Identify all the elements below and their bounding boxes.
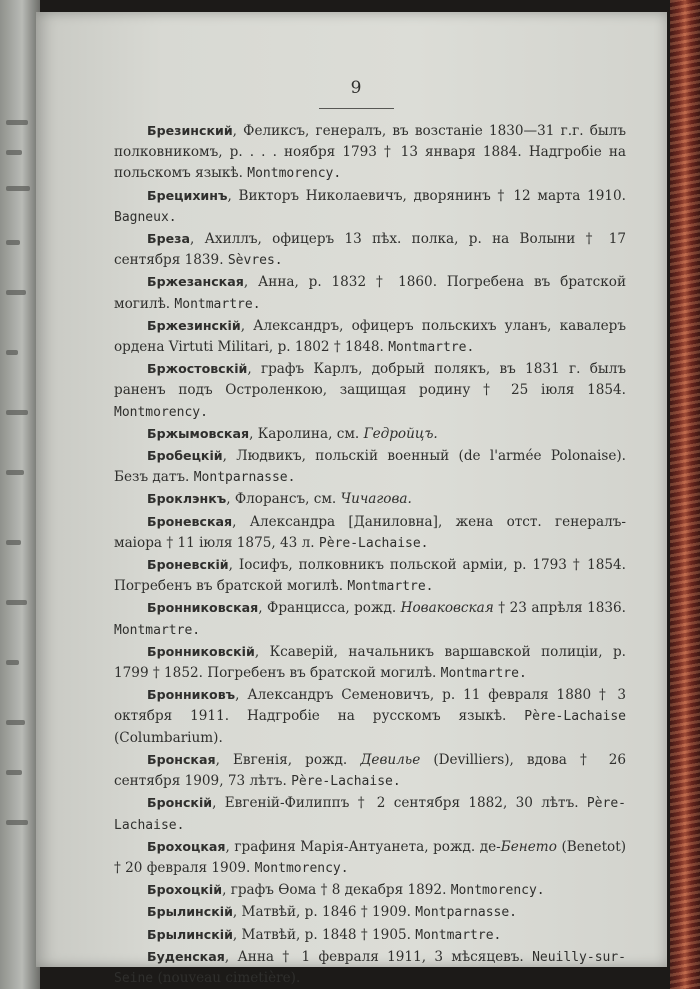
entry — [114, 315, 626, 358]
entry-cemetery: Montmartre. — [415, 927, 502, 943]
entry-text: , Александръ, офицеръ польскихъ уланъ, кавалеръ ордена Virtuti Militari, р. 1802 † 1848. — [114, 317, 626, 356]
entry-text: , Людвикъ, польскій военный (de l'armée Polonaise). Безъ датъ. — [114, 448, 626, 486]
entry — [114, 879, 626, 901]
entry-text-continued: (Devilliers), вдова † 26 сентября 1909, 73 лѣтъ. — [114, 751, 626, 790]
entry-cemetery: Montmorency. — [254, 860, 349, 876]
entry — [114, 597, 626, 640]
entry-cemetery: Bagneux. — [114, 209, 177, 225]
entry-text: , Александръ Семеновичъ, р. 11 февраля 1880 † 3 октября 1911. Надгробіе на русскомъ языкѣ. — [114, 687, 626, 725]
entry-text: , Александра [Даниловна], жена отст. генералъ-маіора † 11 іюля 1875, 43 л. — [114, 513, 626, 551]
entry-surname: Бржезанская — [147, 274, 244, 290]
entry-text: , Анна, р. 1832 † 1860. Погребена въ братской могилѣ. — [114, 274, 626, 312]
book-page — [36, 12, 667, 986]
entry — [114, 554, 626, 597]
entry-cemetery: Sèvres. — [227, 253, 283, 269]
entry-surname: Бронская — [147, 751, 216, 767]
entry — [114, 271, 626, 314]
entry — [114, 641, 626, 684]
entry-cemetery: Montmorency. — [247, 166, 342, 182]
entry-cemetery: Montmartre. — [440, 666, 527, 682]
entry-text-continued: (Columbarium). — [114, 729, 223, 746]
page-number: 9 — [350, 78, 362, 98]
entry-surname: Бронниковская — [147, 600, 259, 616]
entry — [114, 684, 626, 749]
entry-maiden-name: Новаковская — [400, 600, 494, 617]
entry-text: , Ксаверій, начальникъ варшавской полиціи, р. 1799 † 1852. Погребенъ въ братской могилѣ. — [114, 643, 626, 682]
entry-text: , графъ Ѳома † 8 декабря 1892. — [222, 882, 451, 899]
entry-cross-reference: Гедройцъ. — [363, 425, 438, 442]
entry-text: , Іосифъ, полковникъ польской арміи, р. 1793 † 1854. Погребенъ въ братской могилѣ. — [114, 557, 626, 595]
entry — [114, 792, 626, 835]
entry-cemetery: Père-Lachaise. — [114, 796, 626, 833]
entry — [114, 901, 626, 923]
entry-text: , Евгенія, рожд. — [215, 751, 361, 768]
entry-text: , Каролина, см. — [249, 425, 364, 442]
entry-text: , Флорансъ, см. — [226, 491, 341, 508]
entry-surname: Бробецкій — [147, 448, 223, 464]
entry-surname: Броневская — [147, 513, 233, 529]
entry-surname: Бронскій — [147, 795, 213, 811]
entry-cemetery: Père-Lachaise — [524, 709, 626, 725]
entry-list — [114, 120, 626, 989]
entry — [114, 511, 626, 554]
entry — [114, 228, 626, 271]
entry-text-continued: † 23 апрѣля 1836. — [493, 600, 626, 617]
entry-surname: Брецихинъ — [147, 187, 228, 203]
facing-page-edge — [0, 0, 40, 989]
entry-text: , Евгеній-Филиппъ † 2 сентября 1882, 30 лѣтъ. — [212, 795, 587, 812]
entry — [114, 749, 626, 792]
entry-cemetery: Montmartre. — [114, 622, 201, 638]
entry-surname: Брезинский — [147, 123, 233, 138]
entry-surname: Брылинскій — [147, 904, 233, 920]
entry-text: , графиня Марія-Антуанета, рожд. де- — [225, 838, 501, 855]
entry-text: , Анна † 1 февраля 1911, 3 мѣсяцевъ. — [224, 948, 533, 965]
entry — [114, 185, 626, 228]
entry — [114, 423, 626, 445]
entry-maiden-name: Бенето — [500, 838, 557, 855]
entry-cemetery: Père-Lachaise. — [318, 535, 429, 551]
entry-surname: Броневскій — [147, 557, 229, 573]
entry-surname: Бржезинскій — [147, 317, 241, 333]
entry-surname: Бржостовскій — [147, 361, 248, 377]
entry-cemetery: Montparnasse. — [415, 905, 518, 921]
entry-surname: Броклэнкъ — [147, 491, 227, 507]
entry-text: , Викторъ Николаевичъ, дворянинъ † 12 марта 1910. — [227, 187, 626, 204]
entry-cemetery: Père-Lachaise. — [291, 774, 401, 790]
entry-text: , Матвѣй, р. 1848 † 1905. — [232, 926, 416, 943]
entry — [114, 836, 626, 879]
entry — [114, 358, 626, 423]
entry-surname: Бронниковскій — [147, 643, 255, 659]
entry-text: , Матвѣй, р. 1846 † 1909. — [232, 904, 416, 921]
entry-text-continued: (nouveau cimetière). — [153, 969, 301, 986]
entry-cross-reference: Чичагова. — [340, 491, 412, 508]
entry-cemetery: Montmartre. — [388, 340, 475, 356]
page-number-rule — [319, 108, 394, 109]
entry-text: , Феликсъ, генералъ, въ возстаніе 1830—31 г.г. былъ полковникомъ, р. . . . ноября 1793 † 13 января 1884. Надгробіе на польскомъ языкѣ. — [114, 123, 626, 182]
entry-text: , Францисса, рожд. — [258, 600, 401, 617]
entry-surname: Брохоцкій — [147, 882, 223, 898]
entry-text-continued: (Benetot) † 20 февраля 1909. — [114, 838, 626, 876]
entry — [114, 445, 626, 488]
entry — [114, 120, 626, 185]
entry-cemetery: Montmartre. — [174, 296, 261, 312]
entry-cemetery: Montmorency. — [450, 883, 545, 899]
entry-cemetery: Montmorency. — [114, 404, 208, 420]
entry-cemetery: Neuilly-sur-Seine — [114, 949, 626, 986]
entry-surname: Бржымовская — [147, 425, 250, 441]
entry-cemetery: Montparnasse. — [193, 470, 296, 486]
entry — [114, 946, 626, 989]
entry-surname: Брылинскій — [147, 926, 233, 942]
entry-surname: Бронниковъ — [147, 687, 236, 703]
entry-maiden-name: Девилье — [360, 751, 421, 768]
entry — [114, 488, 626, 510]
entry — [114, 924, 626, 946]
entry-surname: Брохоцкая — [147, 838, 226, 854]
entry-text: , Ахиллъ, офицеръ 13 пѣх. полка, р. на Волыни † 17 сентября 1839. — [114, 231, 626, 269]
entry-surname: Бреза — [147, 231, 190, 247]
book-binding-edge — [670, 0, 700, 989]
entry-text: , графъ Карлъ, добрый полякъ, въ 1831 г. былъ раненъ подъ Остроленкою, защищая родину † 25 іюля 1854. — [114, 361, 626, 399]
facing-page-text-fragments — [6, 120, 36, 840]
entry-surname: Буденская — [147, 948, 225, 964]
entry-cemetery: Montmartre. — [347, 579, 434, 595]
